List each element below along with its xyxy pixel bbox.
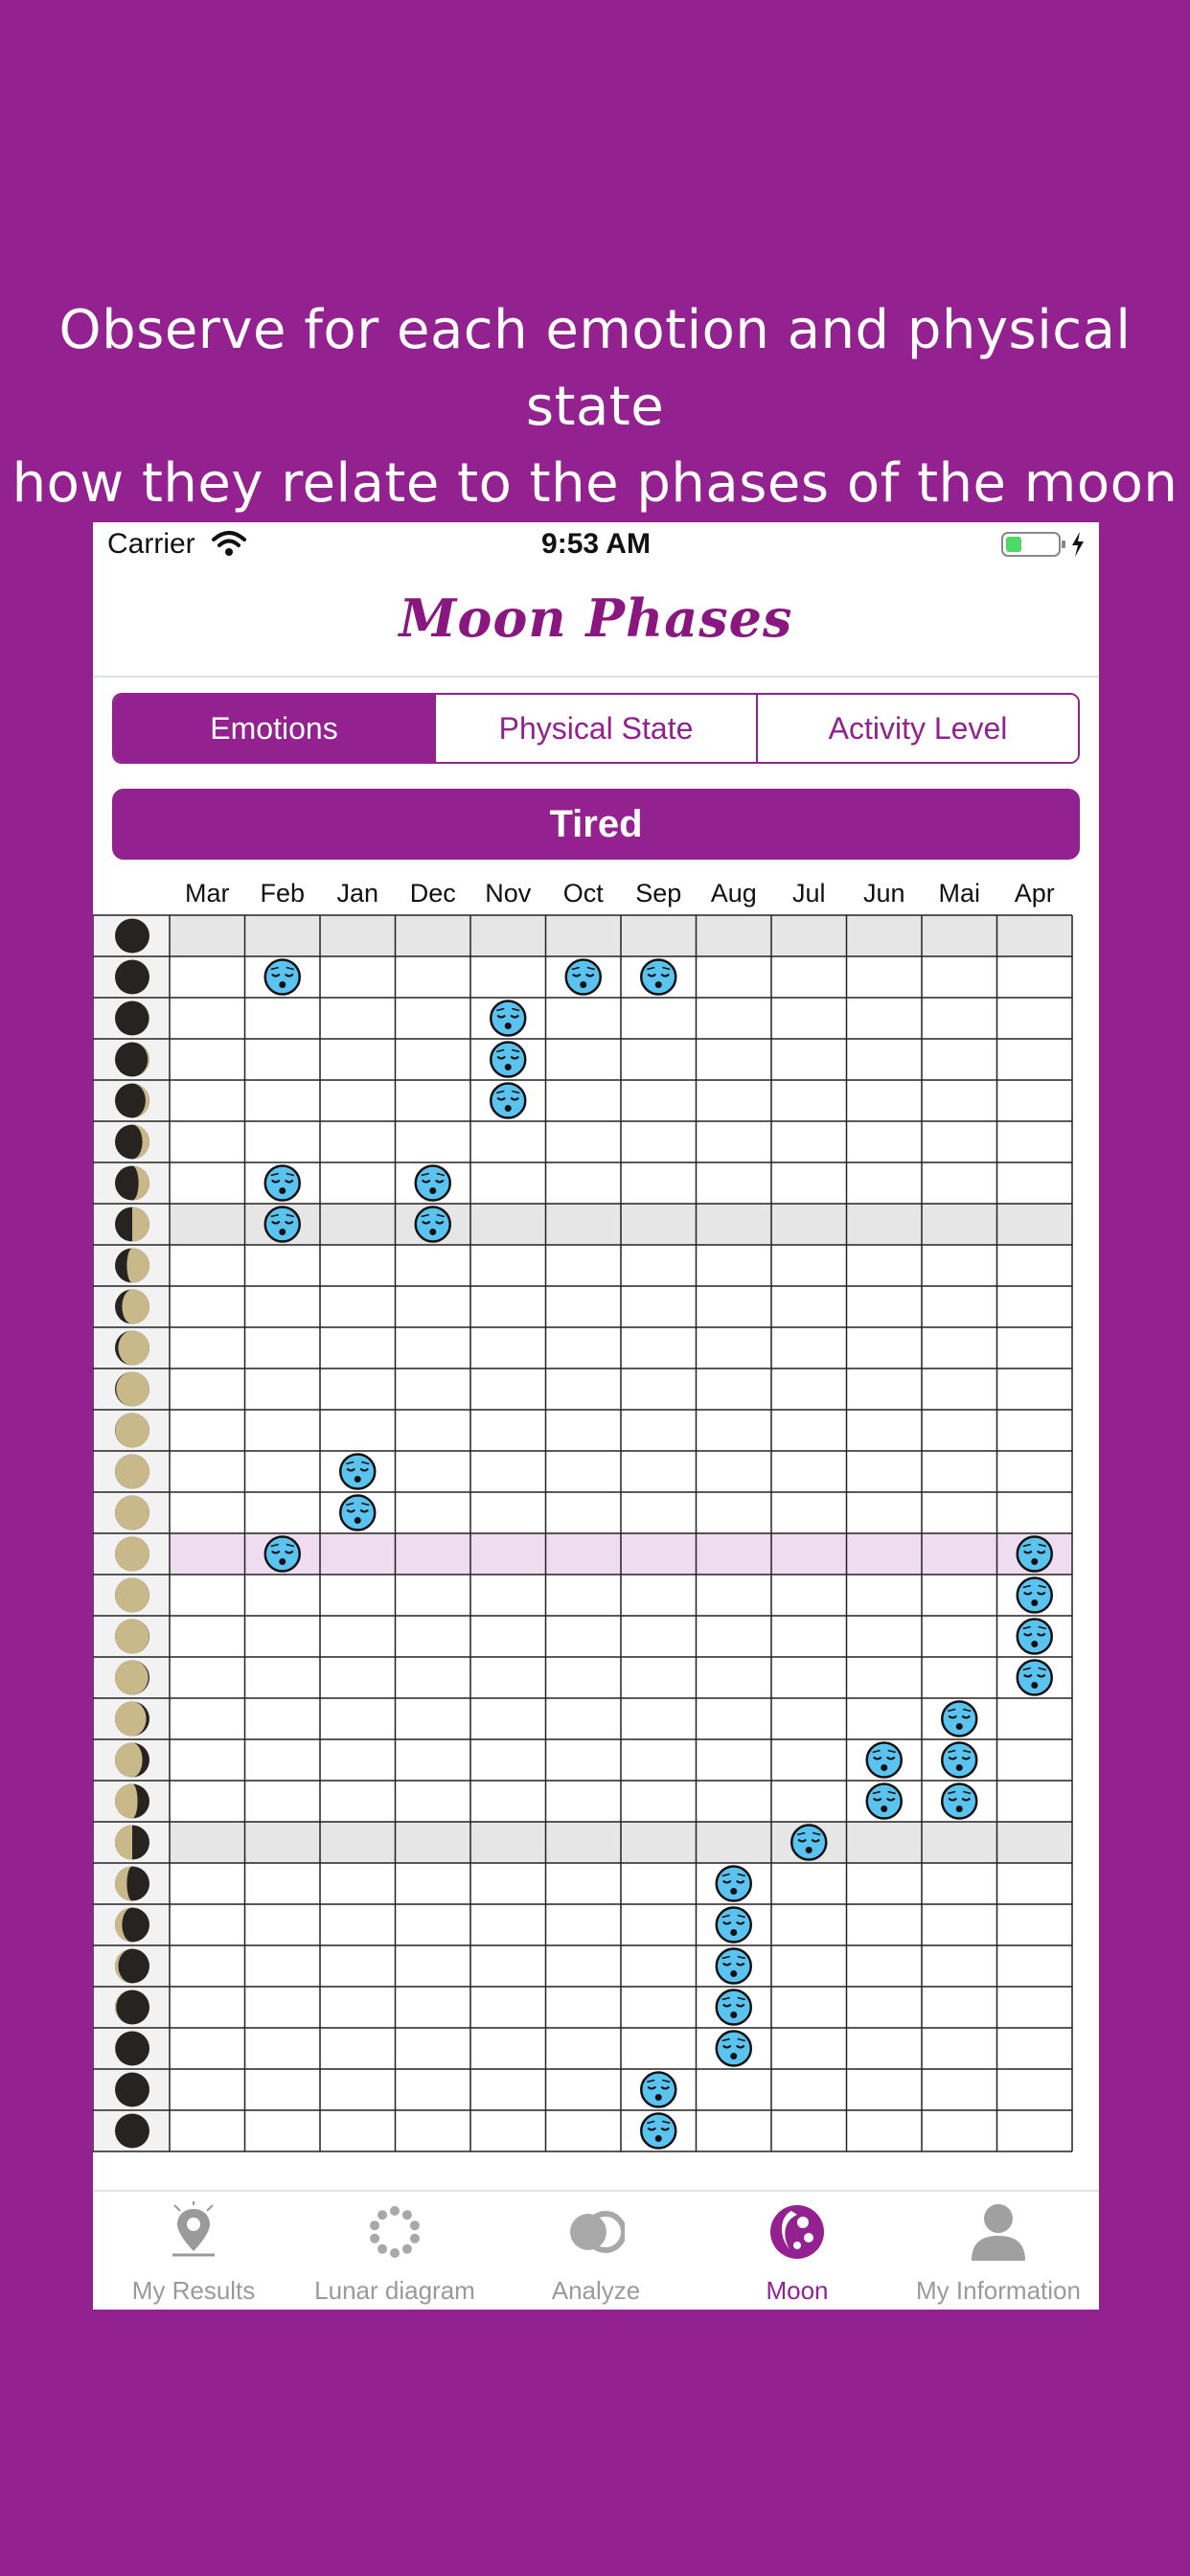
moon-phase-icon [115,1455,149,1489]
sleepy-face-icon [566,960,601,995]
sleepy-face-icon [340,1455,375,1489]
highlight-row [93,1822,1072,1863]
moon-phase-icon [115,1043,149,1077]
sleepy-face-icon [641,960,675,995]
moon-icon [768,2201,826,2268]
sleepy-face-icon [942,1743,976,1778]
sleepy-face-icon [942,1702,976,1736]
month-label: Mar [185,879,230,908]
full-moon-row [93,1533,1072,1575]
sleepy-face-icon [491,1043,525,1077]
promo-caption [0,292,1190,522]
tab-my-information[interactable] [898,2192,1099,2310]
promo-line-2: how they relate to the phases of the moon [11,452,1179,515]
moon-phase-icon [115,1620,149,1654]
month-label: Apr [1014,879,1055,908]
sleepy-face-icon [717,1867,751,1901]
tab-label: My Results [131,2276,256,2305]
month-label: Sep [635,879,682,908]
sleepy-face-icon [265,1537,300,1572]
sleepy-face-icon [867,1784,902,1819]
moon-phase-icon [115,1125,149,1160]
month-label: Feb [260,879,306,908]
tab-label: Moon [766,2276,829,2305]
moon-phase-icon [115,1166,149,1201]
moon-phase-icon [115,1990,149,2025]
sleepy-face-icon [717,1990,751,2025]
sleepy-face-icon [491,1084,525,1118]
month-label: Jan [336,879,379,908]
sleepy-face-icon [340,1496,375,1530]
month-label: Jul [791,879,826,908]
highlight-row [93,1204,1072,1245]
moon-phase-icon [115,2073,149,2107]
moon-phase-icon [115,1743,149,1778]
moon-phase-icon [115,1867,149,1901]
sleepy-face-icon [1018,1620,1052,1654]
clock: 9:53 AM [541,528,651,560]
sleepy-face-icon [265,960,300,995]
sleepy-face-icon [641,2073,675,2107]
moon-phase-icon [115,1290,149,1324]
tab-analyze[interactable] [495,2192,697,2310]
tab-label: My Information [916,2276,1081,2305]
moon-phase-icon [115,1702,149,1736]
carrier-label: Carrier [107,528,195,560]
sleepy-face-icon [265,1208,300,1242]
moon-phase-icon [115,1331,149,1366]
sleepy-face-icon [491,1001,525,1036]
tab-label: Analyze [551,2276,641,2305]
month-label: Nov [485,879,532,908]
moon-phase-icon [115,1578,149,1613]
location-pin-icon [165,2201,222,2268]
moon-phase-icon [115,1537,149,1572]
moon-phase-icon [115,919,149,954]
nav-title: Moon Phases [399,587,793,649]
sleepy-face-icon [717,1908,751,1943]
tab-lunar-diagram[interactable] [294,2192,495,2310]
tab-moon[interactable] [697,2192,898,2310]
sleepy-face-icon [416,1208,450,1242]
moon-phase-icon [115,1496,149,1530]
sleepy-face-icon [265,1166,300,1201]
segment-emotions[interactable]: Emotions [114,695,434,762]
moon-phase-icon [115,1249,149,1283]
segment-activity-level[interactable]: Activity Level [756,695,1078,762]
moon-phase-icon [115,1949,149,1984]
overlap-circles-icon [567,2201,625,2268]
moon-phase-icon [115,1001,149,1036]
moon-phase-icon [115,1414,149,1448]
moon-phase-icon [115,1661,149,1695]
segment-physical-state[interactable]: Physical State [434,695,756,762]
moon-phase-icon [115,1372,149,1407]
highlight-row [93,915,1072,956]
sleepy-face-icon [717,2032,751,2066]
moon-phase-grid [93,522,1099,2190]
sleepy-face-icon [791,1826,826,1860]
moon-phase-icon [115,1784,149,1819]
moon-phase-icon [115,2114,149,2149]
sleepy-face-icon [641,2114,675,2149]
moon-phase-icon [115,1908,149,1943]
tab-label: Lunar diagram [314,2276,475,2305]
sleepy-face-icon [717,1949,751,1984]
promo-line-1: Observe for each emotion and physical state [58,299,1132,438]
moon-phase-icon [115,960,149,995]
dotted-circle-icon [366,2201,423,2268]
sleepy-face-icon [1018,1661,1052,1695]
moon-phase-icon [115,1826,149,1860]
month-label: Oct [562,879,604,908]
tab-my-results[interactable] [93,2192,294,2310]
sleepy-face-icon [942,1784,976,1819]
month-label: Dec [409,879,456,908]
moon-phase-icon [115,1084,149,1118]
moon-phase-icon [115,1208,149,1242]
phone-screen [93,522,1099,2310]
tab-bar [93,2190,1099,2310]
sleepy-face-icon [416,1166,450,1201]
sleepy-face-icon [867,1743,902,1778]
person-icon [970,2201,1027,2268]
selected-state-button[interactable]: Tired [112,789,1080,860]
month-label: Aug [710,879,757,908]
sleepy-face-icon [1018,1578,1052,1613]
moon-phase-icon [115,2032,149,2066]
month-label: Mai [938,879,980,908]
sleepy-face-icon [1018,1537,1052,1572]
month-label: Jun [862,879,905,908]
